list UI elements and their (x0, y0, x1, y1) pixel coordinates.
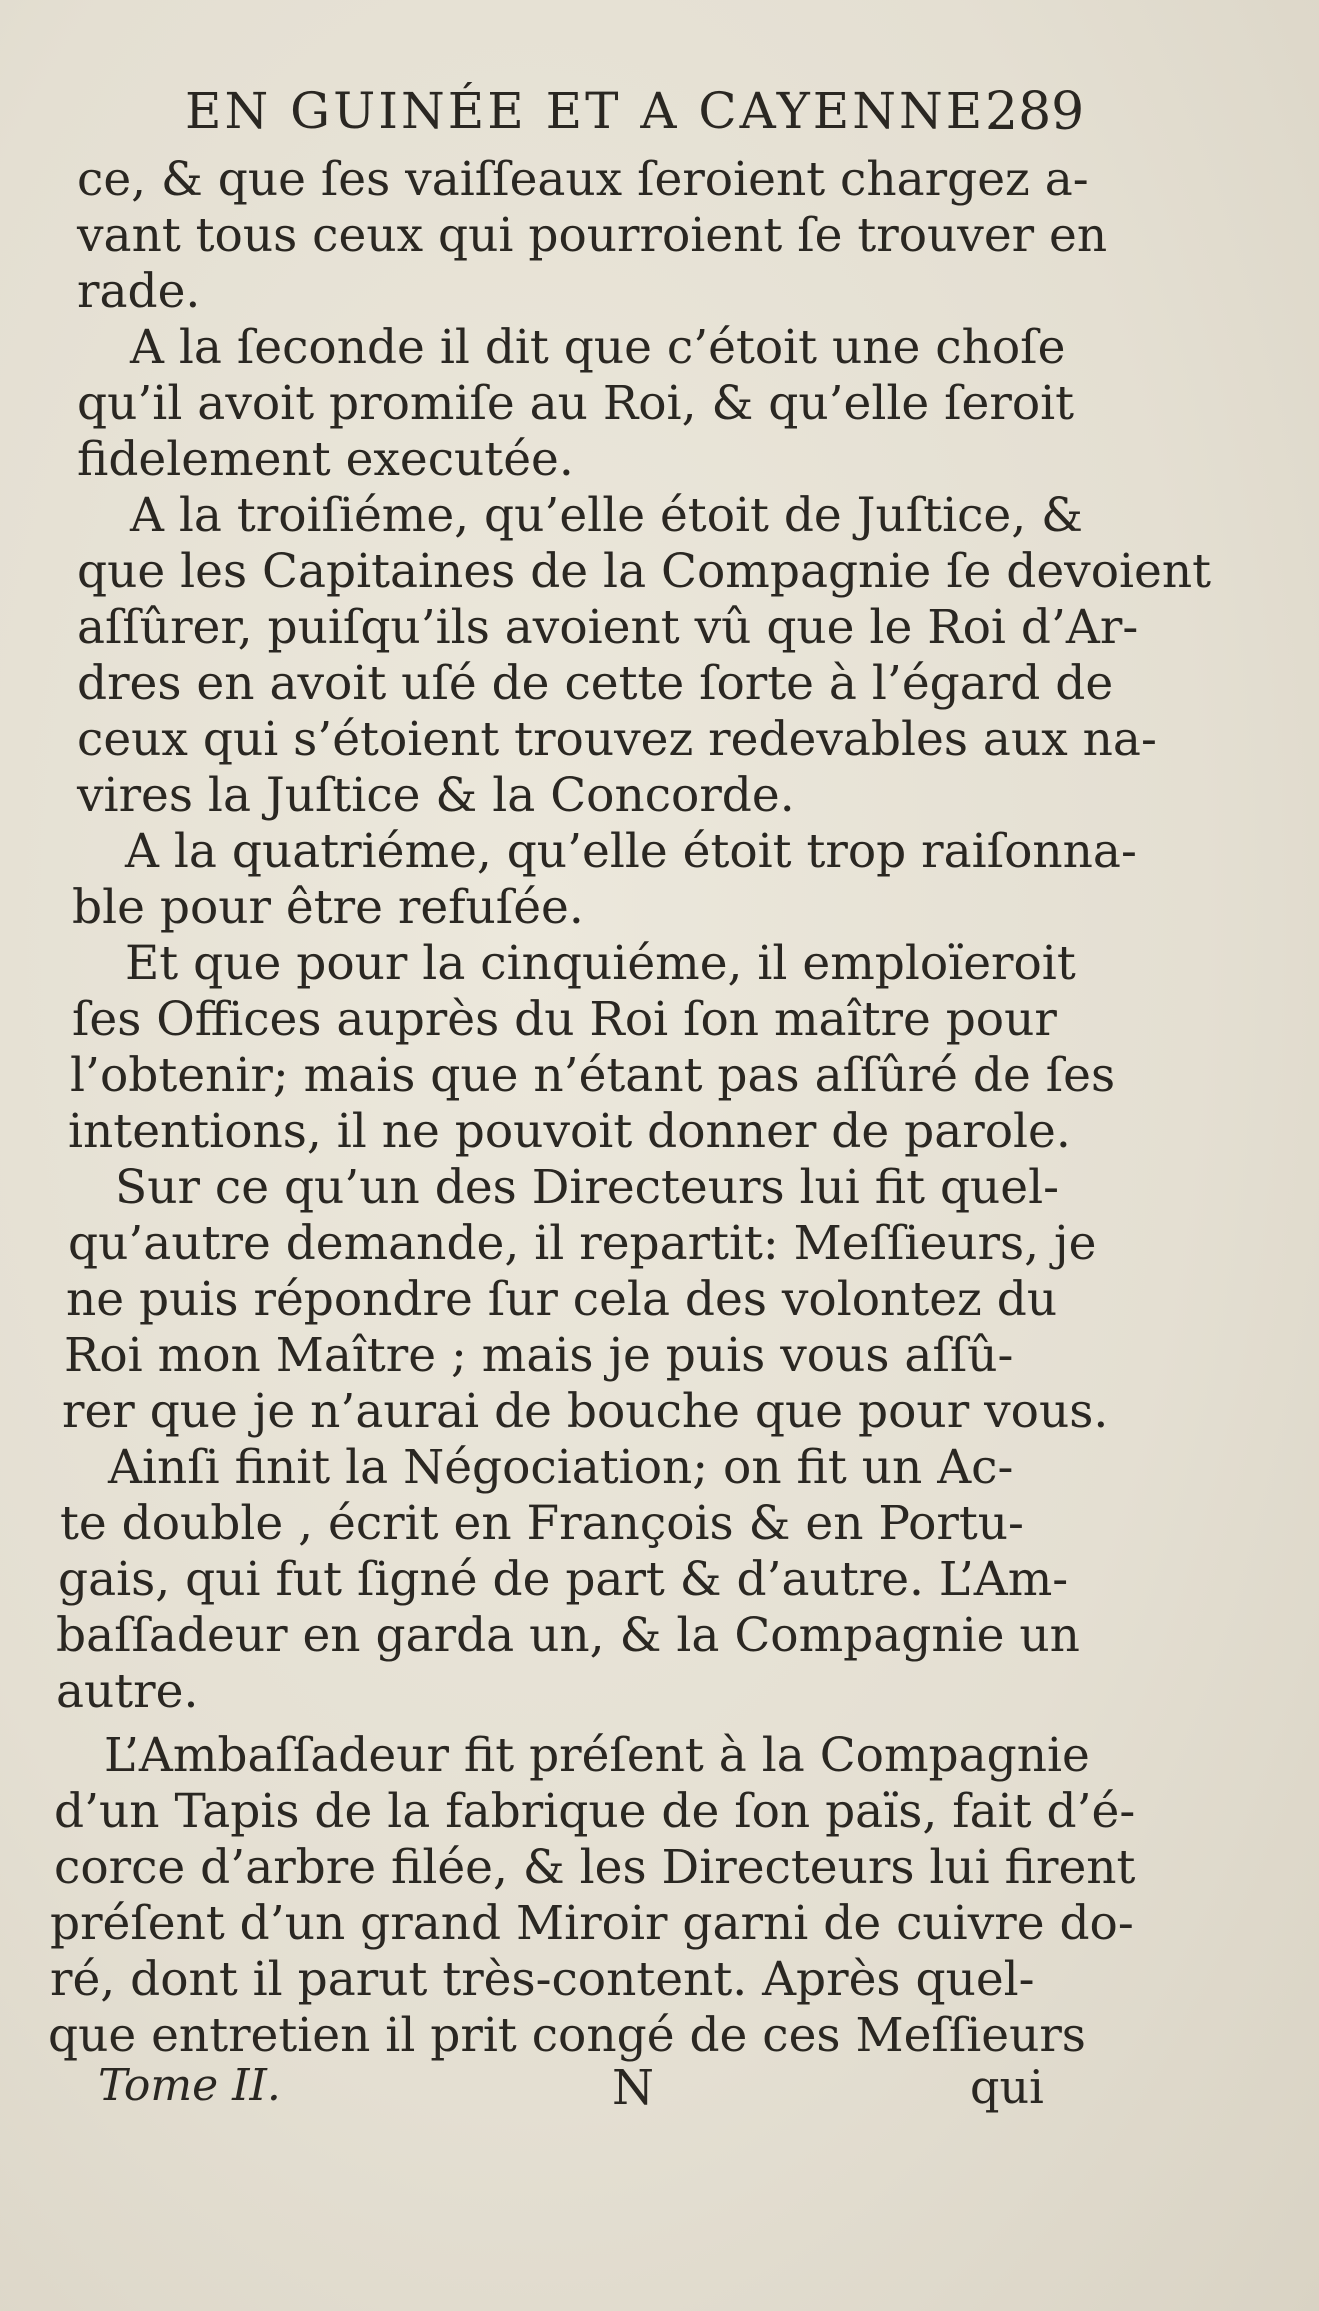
signature-mark: N (612, 2060, 654, 2116)
text-line: rer que je n’aurai de bouche que pour vous. (62, 1384, 1109, 1439)
text-line: ceux qui s’étoient trouvez redevables aux na- (77, 712, 1157, 767)
page-number: 289 (985, 82, 1085, 142)
text-line: A la quatriéme, qu’elle étoit trop raiſonna- (125, 824, 1137, 879)
text-line: ce, & que ſes vaiſſeaux ſeroient chargez a- (77, 152, 1089, 207)
text-line: Ainſi finit la Négociation; on fit un Ac- (108, 1440, 1014, 1495)
text-line: rade. (77, 264, 201, 319)
text-line: intentions, il ne pouvoit donner de parole. (68, 1104, 1071, 1159)
text-line: dres en avoit uſé de cette ſorte à l’égard de (77, 656, 1114, 711)
text-line: A la ſeconde il dit que c’étoit une choſe (130, 320, 1066, 375)
text-line: vires la Juſtice & la Concorde. (77, 768, 795, 823)
text-line: d’un Tapis de la fabrique de ſon païs, fait d’é- (54, 1784, 1136, 1839)
text-line: l’obtenir; mais que n’étant pas aſſûré de ſes (70, 1048, 1116, 1103)
text-line: Sur ce qu’un des Directeurs lui fit quel- (115, 1160, 1060, 1215)
text-line: aſſûrer, puiſqu’ils avoient vû que le Roi d’Ar- (77, 600, 1139, 655)
text-line: A la troiſiéme, qu’elle étoit de Juſtice, & (130, 488, 1083, 543)
text-line: préſent d’un grand Miroir garni de cuivre do- (50, 1896, 1134, 1951)
text-line: autre. (56, 1664, 199, 1719)
text-line: ble pour être refuſée. (72, 880, 584, 935)
text-line: vant tous ceux qui pourroient ſe trouver en (77, 208, 1108, 263)
page-header (0, 82, 1319, 154)
text-line: te double , écrit en François & en Portu- (60, 1496, 1024, 1551)
text-line: ſes Offices auprès du Roi ſon maître pour (72, 992, 1057, 1047)
catchword: qui (970, 2060, 1044, 2114)
text-line: ne puis répondre ſur cela des volontez du (66, 1272, 1058, 1327)
text-line: ré, dont il parut très-content. Après quel- (50, 1952, 1035, 2007)
running-title: EN GUINÉE ET A CAYENNE. (185, 82, 1005, 140)
text-line: Roi mon Maître ; mais je puis vous aſſû- (64, 1328, 1014, 1383)
text-line: Et que pour la cinquiéme, il emploïeroit (125, 936, 1076, 991)
text-line: qu’autre demande, il repartit: Meſſieurs, je (68, 1216, 1097, 1271)
text-line: qu’il avoit promiſe au Roi, & qu’elle ſeroit (77, 376, 1075, 431)
text-line: corce d’arbre filée, & les Directeurs lui firent (54, 1840, 1136, 1895)
text-line: que entretien il prit congé de ces Meſſieurs (48, 2008, 1086, 2063)
text-line: que les Capitaines de la Compagnie ſe devoient (77, 544, 1212, 599)
text-line: fidelement executée. (77, 432, 574, 487)
text-line: baſſadeur en garda un, & la Compagnie un (56, 1608, 1080, 1663)
volume-label: Tome II. (98, 2060, 281, 2111)
page-footer (0, 2060, 1319, 2130)
text-line: gais, qui fut ſigné de part & d’autre. L’Am- (58, 1552, 1069, 1607)
text-line: L’Ambaſſadeur fit préſent à la Compagnie (104, 1728, 1090, 1783)
